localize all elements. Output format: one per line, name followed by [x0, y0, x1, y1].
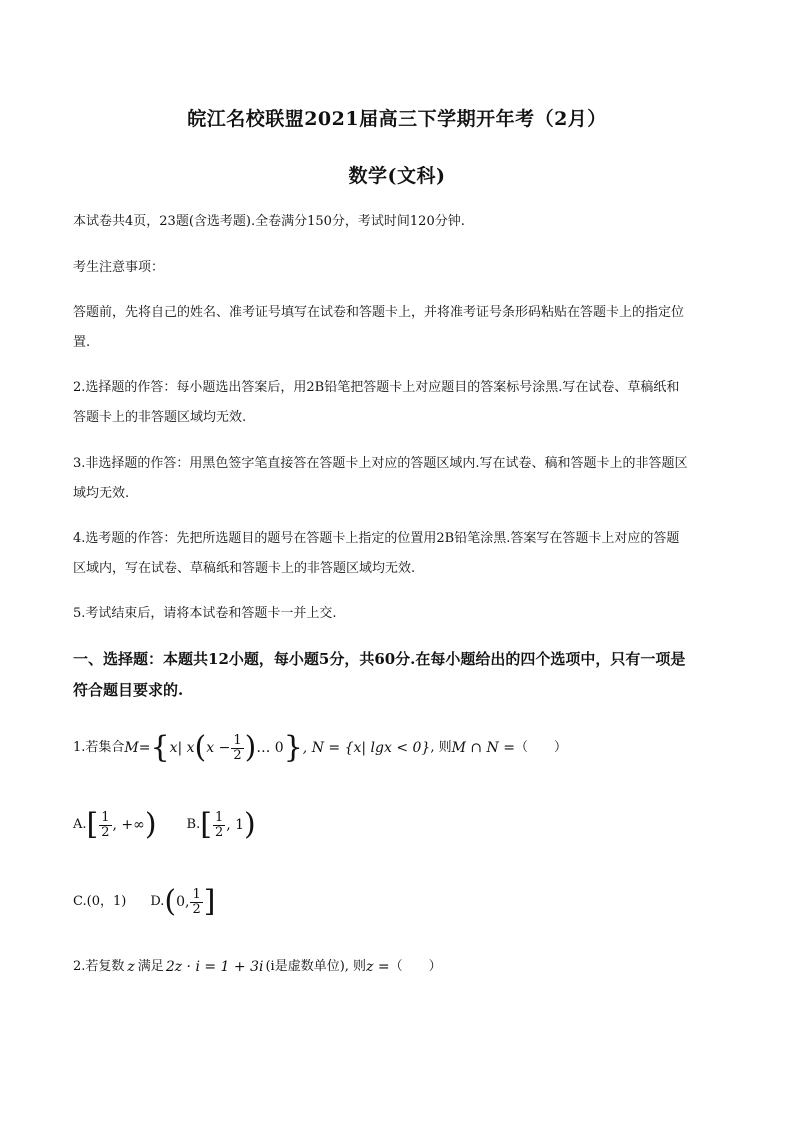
option-b-num: 1 [214, 809, 224, 825]
option-d-den: 2 [192, 901, 201, 917]
option-b-right-paren: ) [244, 807, 256, 842]
exam-title: 皖江名校联盟2021届高三下学期开年考（2月） [187, 108, 607, 130]
option-c: C.(0，1) [73, 894, 127, 909]
q1-fraction-half [231, 734, 243, 763]
option-d-head: 0, [176, 894, 190, 910]
option-b-den: 2 [214, 824, 224, 840]
option-d-left-paren: ( [164, 884, 177, 919]
option-d-right-bracket: ] [203, 884, 216, 919]
q1-left-paren: ( [194, 730, 207, 765]
notice-5: 5.考试结束后，请将本试卷和答题卡一并上交. [73, 606, 337, 621]
notice-heading: 考生注意事项： [73, 260, 165, 275]
q1-options-ab [73, 800, 723, 850]
notice-1-line-2: 置. [73, 335, 91, 350]
option-a-fraction [99, 811, 111, 840]
intro-text: 本试卷共4页，23题(含选考题).全卷满分150分，考试时间120分钟. [73, 214, 465, 229]
q1-set-N: , N = {x| lgx < 0} [302, 740, 431, 756]
notice-3-line-1: 3.非选择题的作答：用黑色签字笔直接答在答题卡上对应的答题区域内.写在试卷、稿和答题卡上的非答题区 [73, 456, 688, 471]
notice-1-line-1: 答题前，先将自己的姓名、准考证号填写在试卷和答题卡上，并将准考证号条形码粘贴在答题卡上的指定位 [73, 305, 685, 320]
q2-mid: 满足 [137, 959, 164, 974]
q2-then: , 则 [344, 959, 367, 974]
q1-set-M: M [124, 740, 139, 756]
q1-left-brace: { [150, 730, 170, 765]
option-a-label: A. [73, 817, 87, 832]
notice-2-line-1: 2.选择题的作答：每小题选出答案后，用2B铅笔把答题卡上对应题目的答案标号涂黑.写在试卷、草稿纸和 [73, 380, 680, 395]
option-a-tail: , +∞ [112, 817, 145, 833]
q1-prefix: 1.若集合 [73, 740, 125, 755]
q2-z-equals: z = [366, 959, 390, 975]
option-a-right-paren: ) [144, 807, 157, 842]
option-b-label: B. [186, 817, 201, 832]
option-b-left-bracket: [ [200, 807, 212, 842]
q1-then: , 则 [430, 740, 452, 755]
exam-subtitle: 数学(文科) [348, 165, 446, 187]
q1-answer-paren: （ ） [515, 740, 568, 755]
notice-2-line-2: 答题卡上的非答题区域均无效. [73, 410, 247, 425]
q2-expression: 2z · i = 1 + 3i [165, 959, 264, 975]
option-d [150, 884, 216, 919]
q1-right-brace: } [283, 730, 303, 765]
option-a-num: 1 [101, 809, 110, 825]
option-b [186, 807, 256, 842]
notice-4-line-2: 区域内，写在试卷、草稿纸和答题卡上的非答题区域均无效. [73, 561, 416, 576]
q1-equals: = [138, 740, 151, 756]
option-a-left-bracket: [ [86, 807, 99, 842]
q2-note: (i是虚数单位) [265, 959, 345, 974]
q1-minus: x − [206, 740, 231, 756]
option-d-num: 1 [192, 886, 201, 902]
q1-set-lhs: x| x [169, 740, 195, 756]
question-2 [73, 952, 723, 982]
q1-right-paren: ) [244, 730, 257, 765]
question-1 [73, 722, 723, 774]
option-b-fraction [213, 811, 225, 840]
q1-frac-den: 2 [233, 747, 242, 763]
q2-prefix: 2.若复数 [73, 959, 125, 974]
q1-options-cd [73, 877, 723, 927]
option-a [73, 807, 157, 842]
q1-geq-zero: … 0 [256, 740, 284, 756]
q2-answer-paren: （ ） [389, 959, 442, 974]
option-b-tail: , 1 [226, 817, 245, 833]
section-heading-line-1: 一、选择题：本题共12小题，每小题5分，共60分.在每小题给出的四个选项中，只有一项是 [73, 650, 686, 668]
section-heading-line-2: 符合题目要求的. [73, 681, 184, 699]
option-a-den: 2 [101, 824, 110, 840]
notice-3-line-2: 域均无效. [73, 486, 130, 501]
q1-frac-num: 1 [233, 732, 242, 748]
q1-intersection: M ∩ N = [451, 740, 515, 756]
option-d-fraction [190, 888, 202, 917]
notice-4-line-1: 4.选考题的作答：先把所选题目的题号在答题卡上指定的位置用2B铅笔涂黑.答案写在答题卡上对应的答题 [73, 531, 680, 546]
option-d-label: D. [150, 894, 165, 909]
q2-variable-z: z [127, 959, 135, 975]
